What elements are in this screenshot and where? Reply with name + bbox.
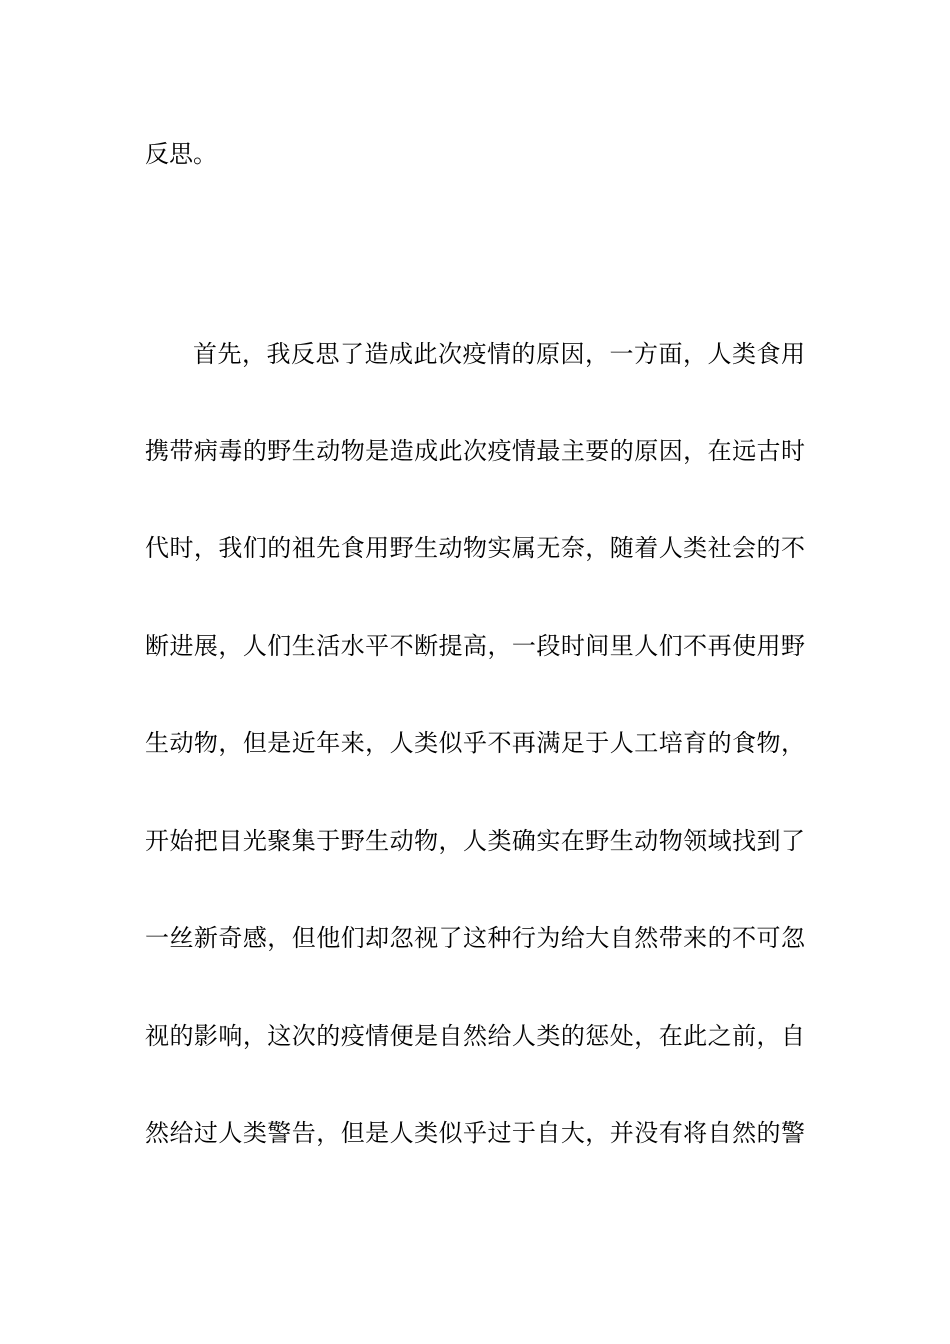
text-line: 一丝新奇感，但他们却忽视了这种行为给大自然带来的不可忽 xyxy=(145,924,805,952)
text-line: 开始把目光聚集于野生动物，人类确实在野生动物领域找到了 xyxy=(145,827,805,855)
text-line: 视的影响，这次的疫情便是自然给人类的惩处，在此之前，自 xyxy=(145,1022,805,1050)
text-line: 反思。 xyxy=(145,140,217,168)
text-line: 代时，我们的祖先食用野生动物实属无奈，随着人类社会的不 xyxy=(145,534,805,562)
paragraph-first-line: 首先，我反思了造成此次疫情的原因，一方面，人类食用 xyxy=(193,340,805,368)
text-line: 携带病毒的野生动物是造成此次疫情最主要的原因，在远古时 xyxy=(145,437,805,465)
text-line: 断进展，人们生活水平不断提高，一段时间里人们不再使用野 xyxy=(145,632,805,660)
text-line: 生动物，但是近年来，人类似乎不再满足于人工培育的食物， xyxy=(145,729,805,757)
text-line: 然给过人类警告，但是人类似乎过于自大，并没有将自然的警 xyxy=(145,1119,805,1147)
